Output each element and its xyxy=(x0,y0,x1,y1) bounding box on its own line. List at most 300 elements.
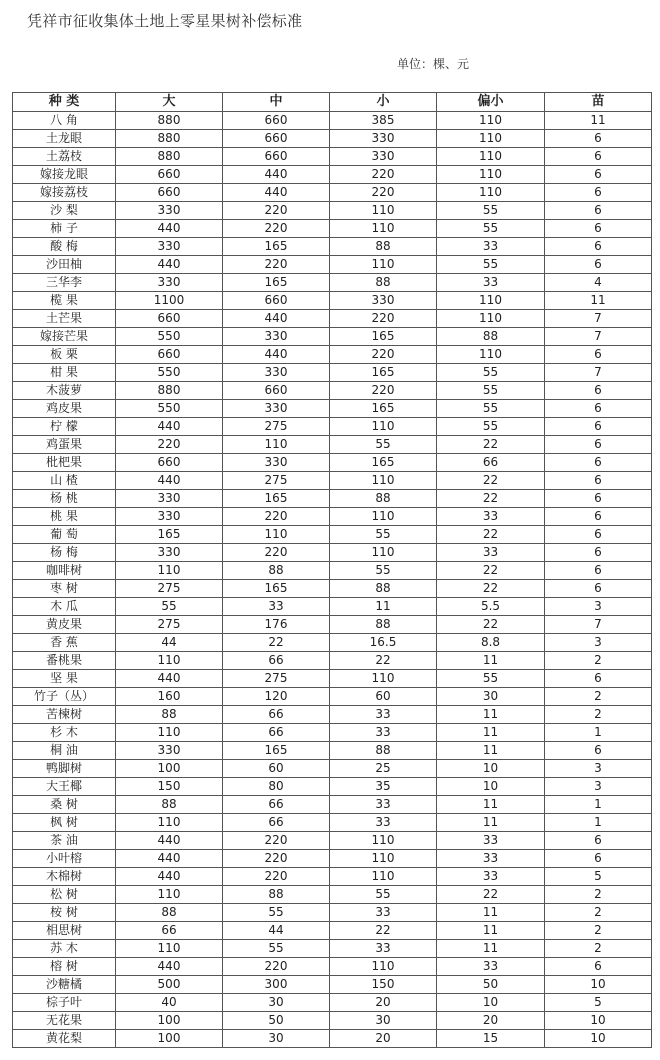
cell-species: 桑 树 xyxy=(13,796,116,814)
compensation-table xyxy=(12,92,652,1048)
cell-species: 茶 油 xyxy=(13,832,116,850)
cell-extra-small: 110 xyxy=(437,112,545,130)
cell-medium: 165 xyxy=(223,274,330,292)
cell-large: 440 xyxy=(116,472,223,490)
cell-large: 440 xyxy=(116,958,223,976)
cell-large: 330 xyxy=(116,742,223,760)
cell-species: 三华李 xyxy=(13,274,116,292)
cell-species: 板 栗 xyxy=(13,346,116,364)
cell-extra-small: 22 xyxy=(437,562,545,580)
cell-medium: 220 xyxy=(223,508,330,526)
table-row xyxy=(13,220,652,238)
table-row xyxy=(13,976,652,994)
cell-species: 小叶榕 xyxy=(13,850,116,868)
cell-medium: 22 xyxy=(223,634,330,652)
cell-extra-small: 15 xyxy=(437,1030,545,1048)
cell-extra-small: 55 xyxy=(437,670,545,688)
cell-species: 黄花梨 xyxy=(13,1030,116,1048)
cell-seedling: 2 xyxy=(545,904,652,922)
table-row xyxy=(13,616,652,634)
cell-medium: 330 xyxy=(223,328,330,346)
cell-large: 660 xyxy=(116,346,223,364)
table-row xyxy=(13,814,652,832)
cell-medium: 88 xyxy=(223,886,330,904)
cell-small: 33 xyxy=(330,814,437,832)
cell-medium: 660 xyxy=(223,112,330,130)
cell-species: 土芒果 xyxy=(13,310,116,328)
table-row xyxy=(13,112,652,130)
cell-species: 木菠萝 xyxy=(13,382,116,400)
cell-seedling: 6 xyxy=(545,670,652,688)
cell-seedling: 6 xyxy=(545,346,652,364)
cell-seedling: 5 xyxy=(545,868,652,886)
cell-extra-small: 55 xyxy=(437,256,545,274)
cell-medium: 300 xyxy=(223,976,330,994)
cell-seedling: 2 xyxy=(545,652,652,670)
cell-small: 33 xyxy=(330,796,437,814)
cell-seedling: 6 xyxy=(545,580,652,598)
cell-large: 330 xyxy=(116,490,223,508)
cell-medium: 275 xyxy=(223,670,330,688)
cell-large: 440 xyxy=(116,670,223,688)
cell-species: 木棉树 xyxy=(13,868,116,886)
cell-medium: 220 xyxy=(223,202,330,220)
cell-medium: 220 xyxy=(223,850,330,868)
cell-large: 44 xyxy=(116,634,223,652)
table-row xyxy=(13,832,652,850)
table-row xyxy=(13,886,652,904)
cell-species: 柑 果 xyxy=(13,364,116,382)
cell-extra-small: 22 xyxy=(437,886,545,904)
cell-seedling: 1 xyxy=(545,796,652,814)
cell-small: 16.5 xyxy=(330,634,437,652)
table-row xyxy=(13,706,652,724)
cell-seedling: 6 xyxy=(545,562,652,580)
header-seedling: 苗 xyxy=(545,93,652,112)
cell-small: 33 xyxy=(330,904,437,922)
cell-large: 110 xyxy=(116,940,223,958)
cell-extra-small: 33 xyxy=(437,868,545,886)
cell-species: 棕子叶 xyxy=(13,994,116,1012)
cell-extra-small: 55 xyxy=(437,202,545,220)
cell-seedling: 4 xyxy=(545,274,652,292)
cell-large: 440 xyxy=(116,868,223,886)
cell-species: 鸭脚树 xyxy=(13,760,116,778)
cell-extra-small: 11 xyxy=(437,796,545,814)
cell-large: 66 xyxy=(116,922,223,940)
cell-extra-small: 55 xyxy=(437,364,545,382)
cell-medium: 220 xyxy=(223,256,330,274)
cell-species: 榄 果 xyxy=(13,292,116,310)
table-row xyxy=(13,940,652,958)
cell-small: 11 xyxy=(330,598,437,616)
cell-small: 88 xyxy=(330,616,437,634)
cell-extra-small: 22 xyxy=(437,616,545,634)
header-extra-small: 偏小 xyxy=(437,93,545,112)
cell-small: 110 xyxy=(330,202,437,220)
cell-small: 220 xyxy=(330,184,437,202)
cell-seedling: 7 xyxy=(545,364,652,382)
cell-species: 竹子（丛） xyxy=(13,688,116,706)
table-row xyxy=(13,580,652,598)
cell-large: 660 xyxy=(116,184,223,202)
cell-large: 660 xyxy=(116,166,223,184)
cell-small: 110 xyxy=(330,850,437,868)
cell-species: 黄皮果 xyxy=(13,616,116,634)
table-row xyxy=(13,490,652,508)
cell-small: 33 xyxy=(330,940,437,958)
cell-small: 20 xyxy=(330,1030,437,1048)
cell-species: 香 蕉 xyxy=(13,634,116,652)
cell-large: 440 xyxy=(116,832,223,850)
cell-seedling: 6 xyxy=(545,418,652,436)
cell-medium: 440 xyxy=(223,310,330,328)
table-row xyxy=(13,742,652,760)
cell-small: 110 xyxy=(330,508,437,526)
cell-species: 杨 梅 xyxy=(13,544,116,562)
table-row xyxy=(13,418,652,436)
header-species: 种 类 xyxy=(13,93,116,112)
cell-small: 20 xyxy=(330,994,437,1012)
cell-species: 枇杷果 xyxy=(13,454,116,472)
cell-seedling: 6 xyxy=(545,544,652,562)
cell-medium: 330 xyxy=(223,454,330,472)
cell-extra-small: 11 xyxy=(437,652,545,670)
cell-small: 110 xyxy=(330,670,437,688)
cell-large: 275 xyxy=(116,580,223,598)
cell-species: 沙糖橘 xyxy=(13,976,116,994)
cell-large: 160 xyxy=(116,688,223,706)
cell-seedling: 6 xyxy=(545,454,652,472)
header-small: 小 xyxy=(330,93,437,112)
cell-medium: 440 xyxy=(223,184,330,202)
cell-large: 330 xyxy=(116,202,223,220)
cell-extra-small: 88 xyxy=(437,328,545,346)
cell-medium: 440 xyxy=(223,346,330,364)
cell-seedling: 10 xyxy=(545,1012,652,1030)
cell-large: 440 xyxy=(116,418,223,436)
table-row xyxy=(13,382,652,400)
cell-small: 110 xyxy=(330,472,437,490)
cell-extra-small: 22 xyxy=(437,436,545,454)
cell-small: 330 xyxy=(330,148,437,166)
cell-large: 100 xyxy=(116,1030,223,1048)
table-row xyxy=(13,670,652,688)
cell-medium: 220 xyxy=(223,220,330,238)
cell-extra-small: 110 xyxy=(437,310,545,328)
cell-large: 165 xyxy=(116,526,223,544)
cell-species: 柠 檬 xyxy=(13,418,116,436)
cell-medium: 165 xyxy=(223,580,330,598)
cell-medium: 660 xyxy=(223,148,330,166)
table-row xyxy=(13,922,652,940)
cell-large: 1100 xyxy=(116,292,223,310)
table-row xyxy=(13,1030,652,1048)
cell-seedling: 6 xyxy=(545,400,652,418)
cell-small: 88 xyxy=(330,580,437,598)
cell-species: 柿 子 xyxy=(13,220,116,238)
cell-extra-small: 11 xyxy=(437,742,545,760)
cell-seedling: 1 xyxy=(545,814,652,832)
cell-small: 88 xyxy=(330,742,437,760)
cell-extra-small: 11 xyxy=(437,706,545,724)
cell-large: 88 xyxy=(116,904,223,922)
cell-species: 桉 树 xyxy=(13,904,116,922)
cell-small: 33 xyxy=(330,724,437,742)
cell-small: 33 xyxy=(330,706,437,724)
cell-large: 40 xyxy=(116,994,223,1012)
cell-extra-small: 11 xyxy=(437,814,545,832)
table-row xyxy=(13,778,652,796)
cell-small: 165 xyxy=(330,364,437,382)
cell-extra-small: 33 xyxy=(437,544,545,562)
cell-medium: 33 xyxy=(223,598,330,616)
cell-medium: 220 xyxy=(223,958,330,976)
table-body xyxy=(13,112,652,1048)
table-row xyxy=(13,274,652,292)
cell-species: 枣 树 xyxy=(13,580,116,598)
cell-extra-small: 22 xyxy=(437,490,545,508)
cell-small: 55 xyxy=(330,562,437,580)
cell-medium: 60 xyxy=(223,760,330,778)
table-row xyxy=(13,310,652,328)
cell-medium: 88 xyxy=(223,562,330,580)
cell-large: 220 xyxy=(116,436,223,454)
table-row xyxy=(13,760,652,778)
cell-species: 土荔枝 xyxy=(13,148,116,166)
cell-small: 330 xyxy=(330,292,437,310)
cell-seedling: 2 xyxy=(545,922,652,940)
table-row xyxy=(13,994,652,1012)
page-title: 凭祥市征收集体土地上零星果树补偿标准 xyxy=(27,12,303,30)
cell-seedling: 2 xyxy=(545,706,652,724)
cell-species: 八 角 xyxy=(13,112,116,130)
cell-seedling: 6 xyxy=(545,958,652,976)
cell-seedling: 6 xyxy=(545,508,652,526)
cell-species: 番桃果 xyxy=(13,652,116,670)
cell-small: 35 xyxy=(330,778,437,796)
cell-seedling: 6 xyxy=(545,742,652,760)
cell-species: 桐 油 xyxy=(13,742,116,760)
table-row xyxy=(13,526,652,544)
cell-medium: 660 xyxy=(223,292,330,310)
cell-small: 220 xyxy=(330,382,437,400)
cell-species: 嫁接芒果 xyxy=(13,328,116,346)
table-row xyxy=(13,868,652,886)
cell-seedling: 5 xyxy=(545,994,652,1012)
cell-medium: 80 xyxy=(223,778,330,796)
cell-small: 165 xyxy=(330,454,437,472)
cell-species: 相思树 xyxy=(13,922,116,940)
cell-species: 杨 桃 xyxy=(13,490,116,508)
cell-medium: 275 xyxy=(223,418,330,436)
cell-seedling: 10 xyxy=(545,976,652,994)
cell-medium: 50 xyxy=(223,1012,330,1030)
table-row xyxy=(13,328,652,346)
cell-small: 22 xyxy=(330,922,437,940)
cell-seedling: 6 xyxy=(545,256,652,274)
cell-small: 55 xyxy=(330,886,437,904)
cell-extra-small: 10 xyxy=(437,994,545,1012)
cell-large: 150 xyxy=(116,778,223,796)
table-row xyxy=(13,202,652,220)
cell-small: 30 xyxy=(330,1012,437,1030)
cell-medium: 44 xyxy=(223,922,330,940)
table-row xyxy=(13,652,652,670)
cell-small: 55 xyxy=(330,526,437,544)
cell-species: 大王椰 xyxy=(13,778,116,796)
cell-extra-small: 33 xyxy=(437,238,545,256)
header-large: 大 xyxy=(116,93,223,112)
cell-medium: 220 xyxy=(223,868,330,886)
table-row xyxy=(13,544,652,562)
cell-medium: 176 xyxy=(223,616,330,634)
cell-large: 100 xyxy=(116,1012,223,1030)
cell-large: 330 xyxy=(116,238,223,256)
cell-small: 88 xyxy=(330,238,437,256)
cell-extra-small: 50 xyxy=(437,976,545,994)
cell-large: 275 xyxy=(116,616,223,634)
cell-extra-small: 20 xyxy=(437,1012,545,1030)
cell-extra-small: 8.8 xyxy=(437,634,545,652)
cell-small: 110 xyxy=(330,256,437,274)
table-row xyxy=(13,562,652,580)
cell-medium: 110 xyxy=(223,436,330,454)
cell-large: 440 xyxy=(116,220,223,238)
cell-large: 550 xyxy=(116,328,223,346)
cell-small: 110 xyxy=(330,220,437,238)
cell-seedling: 2 xyxy=(545,886,652,904)
cell-medium: 66 xyxy=(223,814,330,832)
cell-seedling: 6 xyxy=(545,490,652,508)
cell-medium: 330 xyxy=(223,400,330,418)
cell-seedling: 6 xyxy=(545,148,652,166)
cell-large: 880 xyxy=(116,130,223,148)
cell-seedling: 6 xyxy=(545,382,652,400)
cell-large: 880 xyxy=(116,148,223,166)
cell-extra-small: 30 xyxy=(437,688,545,706)
cell-seedling: 6 xyxy=(545,202,652,220)
cell-large: 550 xyxy=(116,400,223,418)
cell-large: 330 xyxy=(116,544,223,562)
cell-small: 330 xyxy=(330,130,437,148)
cell-extra-small: 110 xyxy=(437,166,545,184)
cell-medium: 660 xyxy=(223,130,330,148)
cell-medium: 220 xyxy=(223,544,330,562)
cell-extra-small: 110 xyxy=(437,130,545,148)
cell-species: 苏 木 xyxy=(13,940,116,958)
cell-seedling: 6 xyxy=(545,436,652,454)
header-medium: 中 xyxy=(223,93,330,112)
cell-species: 榕 树 xyxy=(13,958,116,976)
cell-extra-small: 33 xyxy=(437,832,545,850)
cell-large: 110 xyxy=(116,814,223,832)
cell-extra-small: 11 xyxy=(437,724,545,742)
cell-medium: 660 xyxy=(223,382,330,400)
cell-large: 440 xyxy=(116,850,223,868)
cell-species: 鸡蛋果 xyxy=(13,436,116,454)
cell-species: 无花果 xyxy=(13,1012,116,1030)
cell-extra-small: 55 xyxy=(437,382,545,400)
cell-seedling: 6 xyxy=(545,526,652,544)
cell-seedling: 3 xyxy=(545,778,652,796)
cell-small: 165 xyxy=(330,400,437,418)
table-row xyxy=(13,184,652,202)
cell-extra-small: 33 xyxy=(437,274,545,292)
cell-medium: 66 xyxy=(223,796,330,814)
cell-seedling: 3 xyxy=(545,760,652,778)
cell-medium: 30 xyxy=(223,994,330,1012)
cell-extra-small: 5.5 xyxy=(437,598,545,616)
table-row xyxy=(13,472,652,490)
table-row xyxy=(13,634,652,652)
cell-species: 咖啡树 xyxy=(13,562,116,580)
cell-extra-small: 110 xyxy=(437,292,545,310)
cell-medium: 165 xyxy=(223,490,330,508)
cell-species: 山 楂 xyxy=(13,472,116,490)
cell-small: 55 xyxy=(330,436,437,454)
cell-extra-small: 66 xyxy=(437,454,545,472)
cell-extra-small: 10 xyxy=(437,778,545,796)
cell-small: 88 xyxy=(330,274,437,292)
cell-medium: 66 xyxy=(223,724,330,742)
cell-species: 松 树 xyxy=(13,886,116,904)
cell-large: 330 xyxy=(116,274,223,292)
table-row xyxy=(13,904,652,922)
table-row xyxy=(13,238,652,256)
cell-medium: 55 xyxy=(223,904,330,922)
cell-medium: 30 xyxy=(223,1030,330,1048)
table-row xyxy=(13,850,652,868)
table-row xyxy=(13,796,652,814)
table-row xyxy=(13,256,652,274)
cell-seedling: 3 xyxy=(545,634,652,652)
cell-species: 土龙眼 xyxy=(13,130,116,148)
table-row xyxy=(13,508,652,526)
cell-medium: 110 xyxy=(223,526,330,544)
cell-species: 苦楝树 xyxy=(13,706,116,724)
table-row xyxy=(13,688,652,706)
cell-small: 110 xyxy=(330,832,437,850)
table-header-row xyxy=(13,93,652,112)
unit-label: 单位：棵、元 xyxy=(397,57,470,71)
table-row xyxy=(13,292,652,310)
cell-seedling: 7 xyxy=(545,310,652,328)
cell-medium: 66 xyxy=(223,652,330,670)
cell-species: 坚 果 xyxy=(13,670,116,688)
cell-large: 100 xyxy=(116,760,223,778)
cell-small: 165 xyxy=(330,328,437,346)
cell-extra-small: 55 xyxy=(437,418,545,436)
cell-medium: 220 xyxy=(223,832,330,850)
cell-species: 嫁接荔枝 xyxy=(13,184,116,202)
cell-seedling: 1 xyxy=(545,724,652,742)
table-row xyxy=(13,436,652,454)
cell-extra-small: 33 xyxy=(437,508,545,526)
cell-seedling: 6 xyxy=(545,184,652,202)
cell-extra-small: 33 xyxy=(437,958,545,976)
cell-small: 110 xyxy=(330,958,437,976)
cell-large: 440 xyxy=(116,256,223,274)
cell-small: 22 xyxy=(330,652,437,670)
cell-seedling: 6 xyxy=(545,850,652,868)
cell-seedling: 6 xyxy=(545,238,652,256)
cell-seedling: 6 xyxy=(545,472,652,490)
table-row xyxy=(13,364,652,382)
cell-species: 沙 梨 xyxy=(13,202,116,220)
cell-seedling: 6 xyxy=(545,220,652,238)
cell-small: 220 xyxy=(330,310,437,328)
